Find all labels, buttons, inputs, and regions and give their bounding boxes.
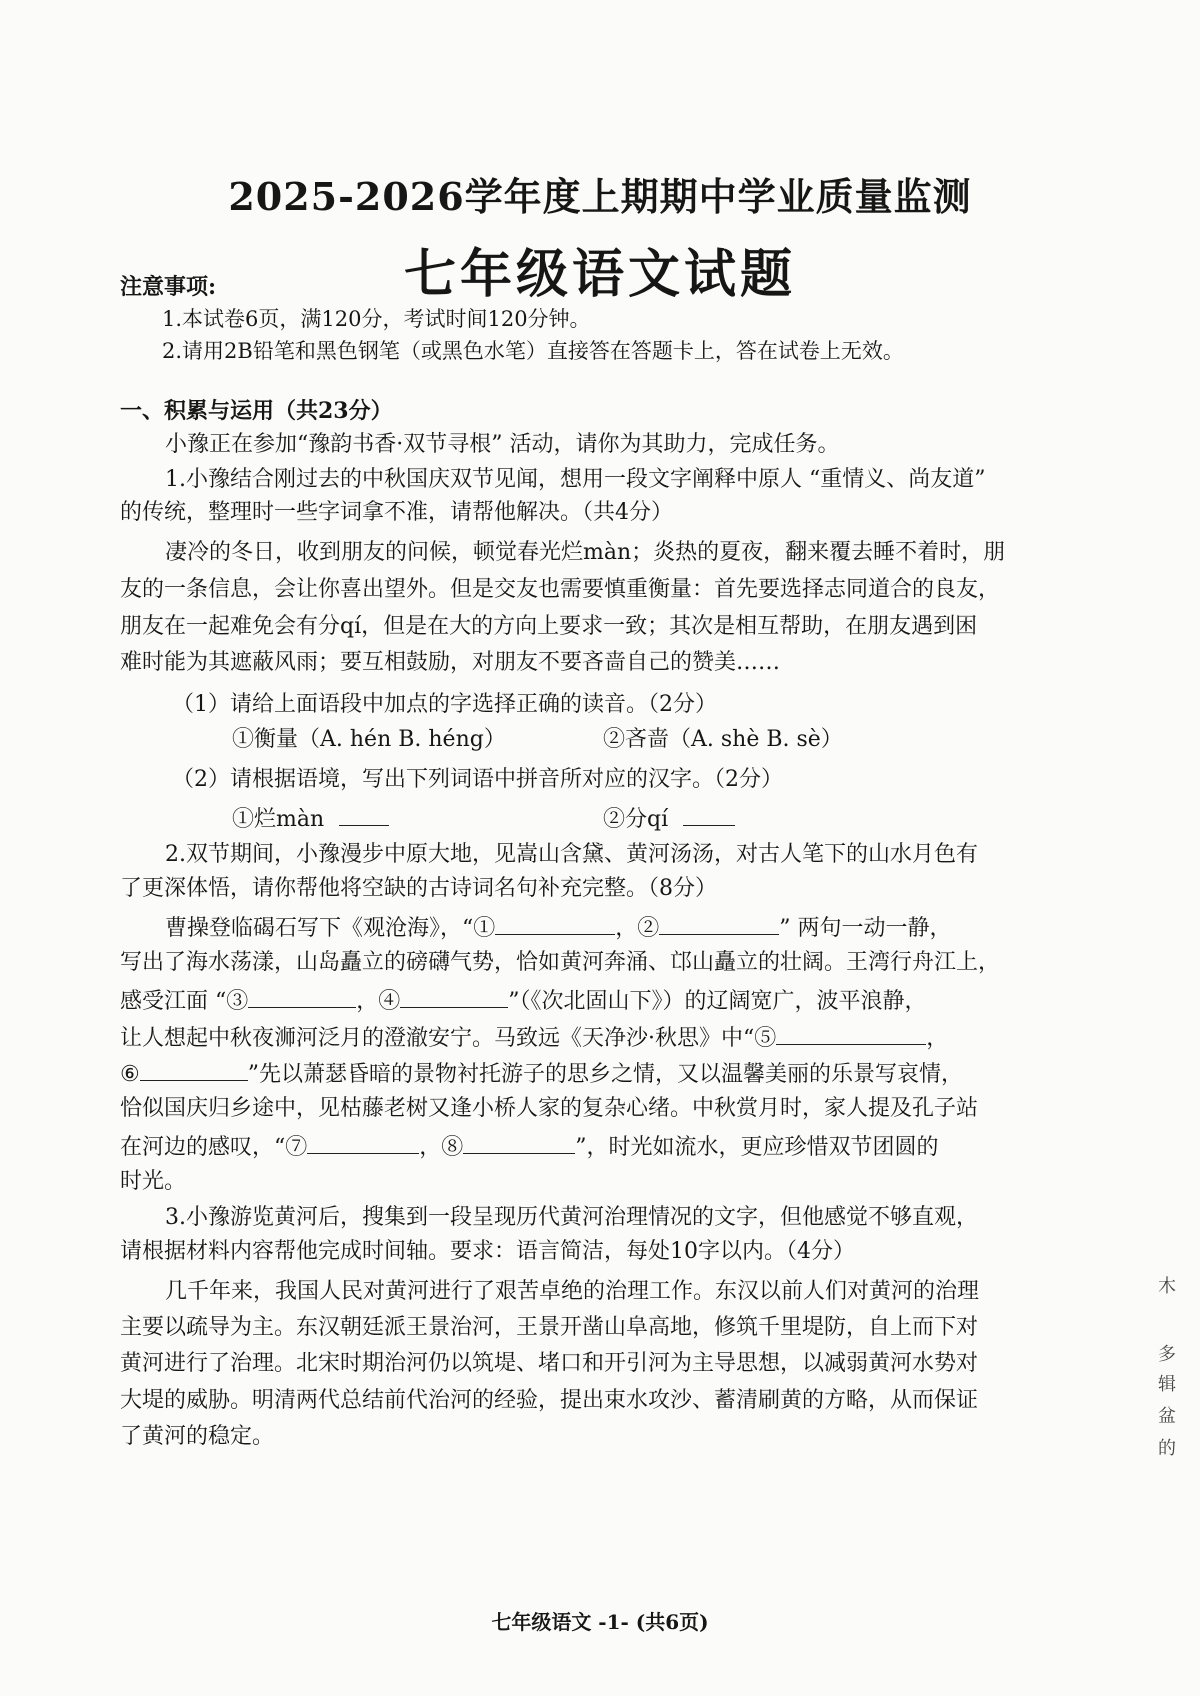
q2-para-3 bbox=[120, 985, 927, 1017]
answer-blank-2[interactable] bbox=[659, 912, 779, 935]
q2-para-4 bbox=[120, 1022, 948, 1054]
q2-text: ，② bbox=[615, 916, 660, 941]
q3-passage-5: 了黄河的稳定。 bbox=[120, 1424, 275, 1449]
q2-text: ，⑧ bbox=[419, 1135, 464, 1160]
answer-blank-3[interactable] bbox=[248, 985, 356, 1008]
q1-passage-4: 难时能为其遮蔽风雨；要互相鼓励，对朋友不要吝啬自己的赞美…… bbox=[120, 650, 781, 675]
answer-blank-4[interactable] bbox=[400, 985, 508, 1008]
answer-blank-1[interactable] bbox=[495, 912, 615, 935]
q1-sub-2-b-label: ②分qí bbox=[603, 807, 669, 832]
q3-line-2: 请根据材料内容帮他完成时间轴。要求：语言简洁，每处10字以内。（4分） bbox=[120, 1239, 855, 1264]
margin-char: 多 bbox=[1158, 1344, 1176, 1365]
q2-line-1: 2.双节期间，小豫漫步中原大地，见嵩山含黛、黄河汤汤，对古人笔下的山水月色有 bbox=[165, 842, 978, 867]
q1-sub-1: （1）请给上面语段中加点的字选择正确的读音。（2分） bbox=[172, 692, 717, 717]
q1-passage-1: 凄冷的冬日，收到朋友的问候，顿觉春光烂màn；炎热的夏夜，翻来覆去睡不着时，朋 bbox=[165, 540, 1006, 565]
q3-passage-2: 主要以疏导为主。东汉朝廷派王景治河，王景开凿山阜高地，修筑千里堤防，自上而下对 bbox=[120, 1315, 979, 1340]
q1-sub-2-a-label: ①烂màn bbox=[232, 807, 325, 832]
q2-text: 在河边的感叹，“⑦ bbox=[120, 1135, 308, 1160]
q2-para-8: 时光。 bbox=[120, 1169, 187, 1194]
margin-char: 盆 bbox=[1158, 1406, 1176, 1427]
q3-line-1: 3.小豫游览黄河后，搜集到一段呈现历代黄河治理情况的文字，但他感觉不够直观， bbox=[165, 1205, 978, 1230]
section-heading: 一、积累与运用（共23分） bbox=[120, 398, 393, 424]
answer-blank[interactable] bbox=[683, 803, 735, 826]
notice-item-1: 1.本试卷6页，满120分，考试时间120分钟。 bbox=[162, 307, 591, 331]
margin-char: 的 bbox=[1158, 1438, 1176, 1459]
q2-text: 曹操登临碣石写下《观沧海》，“① bbox=[165, 916, 496, 941]
q2-text: ”（《次北固山下》）的辽阔宽广，波平浪静， bbox=[508, 989, 927, 1014]
q2-text: ，④ bbox=[356, 989, 401, 1014]
answer-blank-7[interactable] bbox=[307, 1131, 419, 1154]
q1-passage-3: 朋友在一起难免会有分qí，但是在大的方向上要求一致；其次是相互帮助，在朋友遇到困 bbox=[120, 614, 978, 639]
q1-sub-1-option-a: ①衡量（A. hén B. héng） bbox=[232, 727, 506, 752]
q1-line-1: 1.小豫结合刚过去的中秋国庆双节见闻，想用一段文字阐释中原人 “重情义、尚友道” bbox=[165, 467, 986, 492]
q1-line-2: 的传统，整理时一些字词拿不准，请帮他解决。（共4分） bbox=[120, 500, 673, 525]
q2-para-6: 恰似国庆归乡途中，见枯藤老树又逢小桥人家的复杂心绪。中秋赏月时，家人提及孔子站 bbox=[120, 1096, 979, 1121]
q3-passage-4: 大堤的威胁。明清两代总结前代治河的经验，提出束水攻沙、蓄清刷黄的方略，从而保证 bbox=[120, 1388, 979, 1413]
answer-blank[interactable] bbox=[339, 803, 389, 826]
q2-para-2: 写出了海水荡漾，山岛矗立的磅礴气势，恰如黄河奔涌、邙山矗立的壮阔。王湾行舟江上， bbox=[120, 950, 1001, 975]
page-footer: 七年级语文 -1- (共6页) bbox=[491, 1610, 709, 1634]
q2-text: ” 两句一动一静， bbox=[779, 916, 952, 941]
q2-para-1 bbox=[165, 912, 952, 944]
margin-char: 木 bbox=[1158, 1276, 1176, 1297]
q1-sub-2-a bbox=[232, 803, 389, 835]
q1-sub-1-option-b: ②吝啬（A. shè B. sè） bbox=[603, 727, 843, 752]
q2-text: ”先以萧瑟昏暗的景物衬托游子的思乡之情，又以温馨美丽的乐景写哀情， bbox=[247, 1062, 963, 1087]
q3-passage-1: 几千年来，我国人民对黄河进行了艰苦卓绝的治理工作。东汉以前人们对黄河的治理 bbox=[165, 1279, 980, 1304]
q2-text: ”，时光如流水，更应珍惜双节团圆的 bbox=[575, 1135, 939, 1160]
q1-sub-2-b bbox=[603, 803, 735, 835]
q2-text: 感受江面 “③ bbox=[120, 989, 249, 1014]
q1-passage-2: 友的一条信息，会让你喜出望外。但是交友也需要慎重衡量：首先要选择志同道合的良友， bbox=[120, 577, 1001, 602]
q2-text: ⑥ bbox=[120, 1062, 140, 1087]
notice-heading: 注意事项: bbox=[120, 274, 217, 300]
notice-item-2: 2.请用2B铅笔和黑色钢笔（或黑色水笔）直接答在答题卡上，答在试卷上无效。 bbox=[162, 339, 904, 363]
q2-para-5 bbox=[120, 1058, 963, 1090]
exam-subtitle: 七年级语文试题 bbox=[403, 244, 796, 305]
answer-blank-5[interactable] bbox=[776, 1022, 926, 1045]
q2-text: ， bbox=[926, 1026, 949, 1051]
q2-line-2: 了更深体悟，请你帮他将空缺的古诗词名句补充完整。（8分） bbox=[120, 876, 717, 901]
margin-char: 辑 bbox=[1158, 1374, 1176, 1395]
q2-para-7 bbox=[120, 1131, 939, 1163]
q1-sub-2: （2）请根据语境，写出下列词语中拼音所对应的汉字。（2分） bbox=[172, 767, 783, 792]
q3-passage-3: 黄河进行了治理。北宋时期治河仍以筑堤、堵口和开引河为主导思想，以减弱黄河水势对 bbox=[120, 1351, 979, 1376]
exam-title: 2025-2026学年度上期期中学业质量监测 bbox=[228, 174, 972, 219]
section-intro: 小豫正在参加“豫韵书香·双节寻根” 活动，请你为其助力，完成任务。 bbox=[165, 432, 840, 457]
answer-blank-6[interactable] bbox=[140, 1058, 248, 1081]
answer-blank-8[interactable] bbox=[463, 1131, 575, 1154]
q2-text: 让人想起中秋夜浉河泛月的澄澈安宁。马致远《天净沙·秋思》中“⑤ bbox=[120, 1026, 777, 1051]
